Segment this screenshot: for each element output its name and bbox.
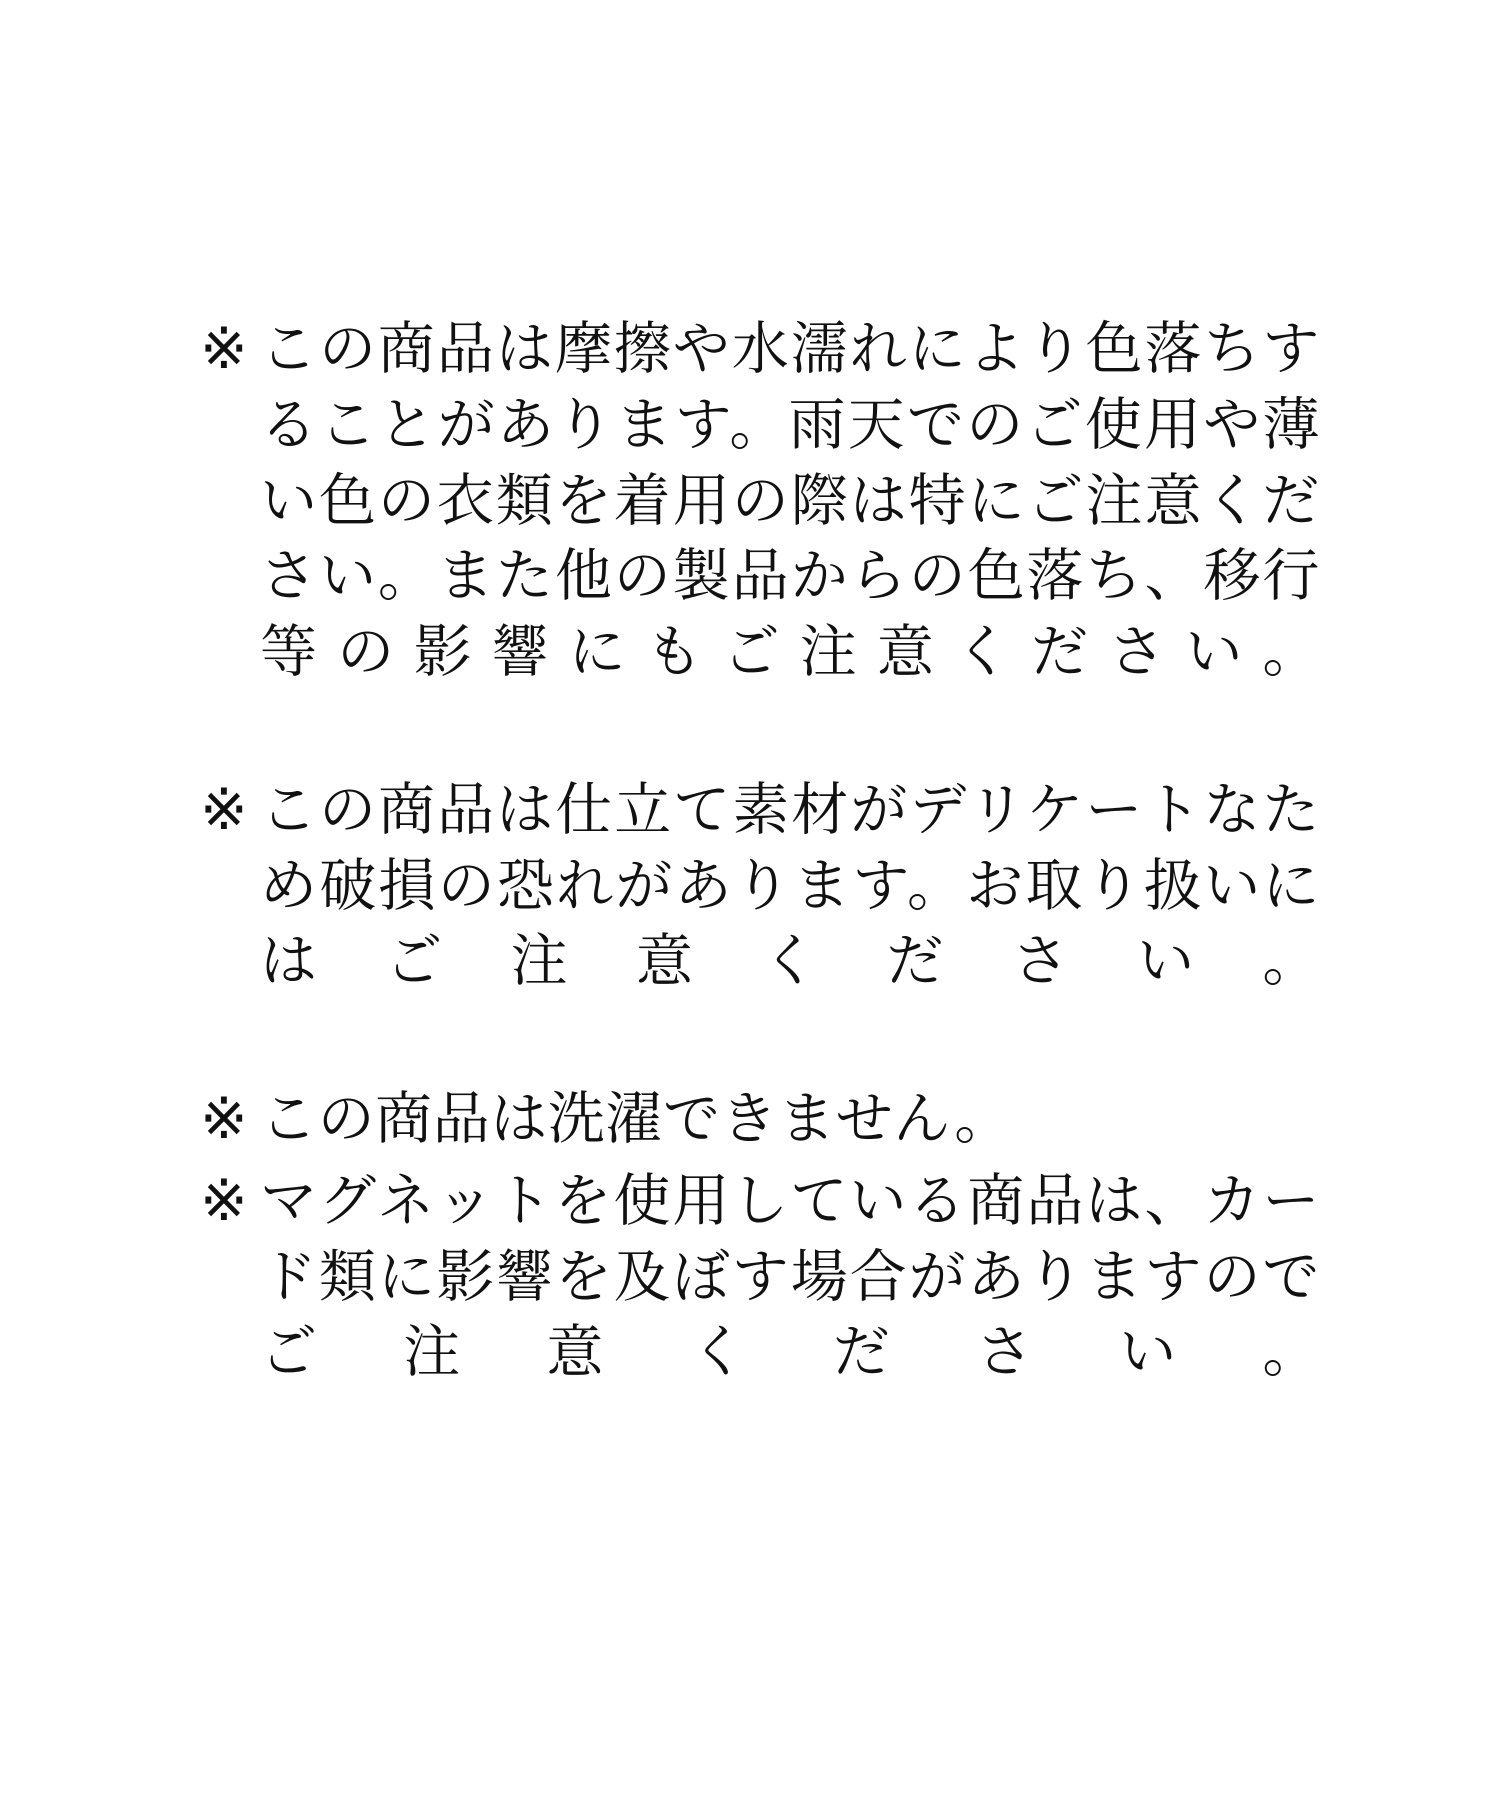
product-care-notice-list — [200, 312, 1320, 1473]
notice-marker-icon: ※ — [200, 1086, 249, 1151]
notice-item — [200, 1164, 1320, 1467]
notice-text: この商品は仕立て素材がデリケートなため破損の恐れがあります。お取り扱いにはご注意ください。 — [260, 777, 1320, 994]
notice-marker-icon: ※ — [200, 1168, 249, 1233]
notice-marker-icon: ※ — [200, 317, 249, 381]
notice-item — [200, 773, 1320, 1076]
notice-text: マグネットを使用している商品は、カード類に影響を及ぼす場合がありますのでご注意ください。 — [260, 1168, 1320, 1385]
notice-text: この商品は洗濯できません。 — [260, 1086, 1012, 1151]
notice-marker-icon: ※ — [200, 777, 249, 842]
notice-item — [200, 312, 1320, 767]
notice-text: この商品は摩擦や水濡れにより色落ちすることがあります。雨天でのご使用や薄い色の衣類を着用の際は特にご注意ください。また他の製品からの色落ち、移行等の影響にもご注意ください。 — [260, 317, 1320, 685]
notice-item — [200, 1082, 1320, 1158]
